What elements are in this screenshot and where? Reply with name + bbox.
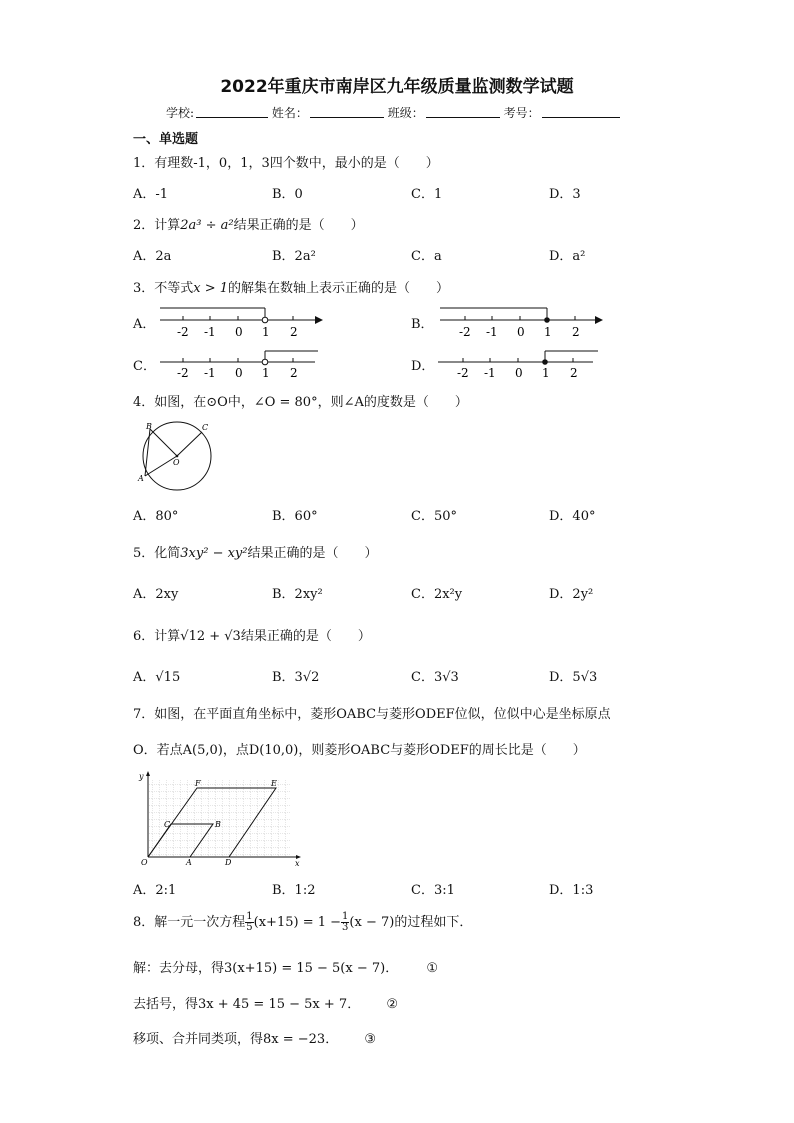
q1-option-a: A．-1 [133, 187, 169, 202]
tick-label: 2 [290, 366, 298, 380]
q2-option-d: D．a² [549, 249, 586, 264]
q8-stem-pre: 8．解一元一次方程 [133, 915, 246, 930]
q6-option-c: C．3√3 [411, 670, 459, 685]
question-1-stem: 1．有理数-1，0，1，3四个数中，最小的是（ ） [133, 156, 439, 171]
point-label-a: A [186, 858, 192, 867]
q3-expression: x > 1 [193, 281, 229, 296]
step-3-marker: ③ [364, 1032, 376, 1047]
axis-label-y: y [139, 772, 144, 781]
step-1-text: 解：去分母，得3(x+15) = 15 − 5(x − 7)． [133, 961, 399, 976]
tick-label: -1 [204, 366, 216, 380]
question-7-line-1: 7．如图，在平面直角坐标中，菱形OABC与菱形ODEF位似，位似中心是坐标原点 [133, 707, 611, 722]
name-label: 姓名： [271, 106, 308, 120]
tick-label: 2 [570, 366, 578, 380]
q3-option-a: A． [133, 317, 156, 332]
point-label-f: F [195, 779, 201, 788]
q5-option-d: D．2y² [549, 587, 594, 602]
page-title: 2022年重庆市南岸区九年级质量监测数学试题 [220, 77, 574, 97]
q2-option-a: A．2a [133, 249, 172, 264]
q3-stem-pre: 3．不等式 [133, 281, 194, 296]
q6-option-d: D．5√3 [549, 670, 598, 685]
rhombus-figure [138, 770, 308, 870]
tick-label: 0 [235, 366, 243, 380]
point-label-a: A [138, 474, 144, 483]
tick-label: 0 [517, 325, 525, 339]
q7-option-c: C．3:1 [411, 883, 455, 898]
q6-expression: √12 + √3 [180, 629, 241, 644]
q3-option-d: D． [411, 359, 435, 374]
q8-equation-part-1: (x+15) = 1 − [253, 915, 342, 930]
q3-stem-post: 的解集在数轴上表示正确的是（ ） [228, 281, 450, 296]
q3-option-b: B． [411, 317, 434, 332]
point-label-b: B [215, 820, 221, 829]
step-3-text: 移项、合并同类项，得8x = −23． [133, 1032, 339, 1047]
tick-label: -1 [204, 325, 216, 339]
q7-option-a: A．2:1 [133, 883, 177, 898]
question-6-stem [133, 625, 371, 644]
school-label: 学校: [166, 106, 195, 120]
point-label-c: C [202, 423, 209, 432]
tick-label: 0 [235, 325, 243, 339]
q2-stem-post: 结果正确的是（ ） [233, 218, 364, 233]
frac-numerator: 1 [342, 911, 349, 922]
q5-option-c: C．2x²y [411, 587, 463, 602]
q1-option-d: D．3 [549, 187, 581, 202]
frac-numerator: 1 [246, 911, 253, 922]
q6-stem-pre: 6．计算 [133, 629, 181, 644]
question-5-stem [133, 542, 378, 561]
tick-label: 1 [262, 325, 270, 339]
frac-denominator: 3 [342, 922, 349, 933]
number-label: 考号： [503, 106, 540, 120]
point-label-o: O [141, 858, 148, 867]
tick-label: -2 [177, 325, 189, 339]
step-1-marker: ① [426, 961, 439, 976]
q7-option-b: B．1:2 [272, 883, 316, 898]
q2-option-c: C．a [411, 249, 442, 264]
tick-label: 1 [544, 325, 552, 339]
question-7-line-2: O．若点A(5,0)，点D(10,0)，则菱形OABC与菱形ODEF的周长比是（ ） [133, 743, 586, 758]
tick-label: 0 [515, 366, 523, 380]
name-blank [310, 106, 384, 118]
step-2-text: 去括号，得3x + 45 = 15 − 5x + 7． [133, 997, 361, 1012]
q8-equation-part-2: (x − 7) [349, 915, 395, 930]
q4-option-c: C．50° [411, 509, 457, 524]
q2-expression: 2a³ ÷ a² [180, 218, 234, 233]
q5-stem-post: 结果正确的是（ ） [247, 546, 378, 561]
q5-option-a: A．2xy [133, 587, 179, 602]
tick-label: 1 [262, 366, 270, 380]
q8-step-2 [133, 993, 398, 1012]
q7-option-d: D．1:3 [549, 883, 594, 898]
number-line-a [155, 306, 325, 346]
q6-stem-post: 结果正确的是（ ） [240, 629, 371, 644]
question-3-stem [133, 277, 449, 296]
tick-label: 2 [290, 325, 298, 339]
q1-option-c: C．1 [411, 187, 443, 202]
q8-step-3 [133, 1028, 376, 1047]
q8-step-1 [133, 957, 438, 976]
school-blank [196, 106, 268, 118]
q6-option-a: A．√15 [133, 670, 181, 685]
class-blank [426, 106, 500, 118]
axis-label-x: x [295, 859, 300, 868]
tick-label: -1 [486, 325, 498, 339]
student-info-line [166, 104, 620, 121]
number-line-c [155, 346, 325, 386]
q3-option-c: C． [133, 359, 156, 374]
point-label-e: E [271, 779, 277, 788]
q2-option-b: B．2a² [272, 249, 316, 264]
tick-label: -1 [484, 366, 496, 380]
point-label-c: C [164, 820, 171, 829]
question-8-stem [133, 909, 472, 937]
q6-option-b: B．3√2 [272, 670, 320, 685]
number-blank [542, 106, 620, 118]
frac-denominator: 5 [246, 922, 253, 933]
q5-option-b: B．2xy² [272, 587, 323, 602]
q2-stem-pre: 2．计算 [133, 218, 181, 233]
q5-expression: 3xy² − xy² [180, 546, 248, 561]
q8-fraction-1 [245, 912, 253, 933]
tick-label: -2 [177, 366, 189, 380]
q1-option-b: B．0 [272, 187, 303, 202]
number-line-b [435, 306, 605, 346]
tick-label: -2 [459, 325, 471, 339]
q4-option-d: D．40° [549, 509, 596, 524]
class-label: 班级： [387, 106, 424, 120]
step-2-marker: ② [386, 997, 398, 1012]
point-label-d: D [225, 858, 232, 867]
section-heading: 一、单选题 [133, 132, 199, 147]
tick-label: 2 [572, 325, 580, 339]
number-line-d [433, 346, 603, 386]
q5-stem-pre: 5．化简 [133, 546, 181, 561]
point-label-o: O [173, 458, 180, 467]
q4-option-a: A．80° [133, 509, 179, 524]
point-label-b: B [146, 422, 152, 431]
grid-background [148, 780, 291, 857]
q4-option-b: B．60° [272, 509, 318, 524]
tick-label: 1 [542, 366, 550, 380]
circle-figure [136, 418, 216, 498]
question-2-stem [133, 214, 364, 233]
q8-stem-post: 的过程如下． [394, 915, 473, 930]
tick-label: -2 [457, 366, 469, 380]
question-4-stem: 4．如图，在⊙O中，∠O = 80°，则∠A的度数是（ ） [133, 395, 468, 410]
